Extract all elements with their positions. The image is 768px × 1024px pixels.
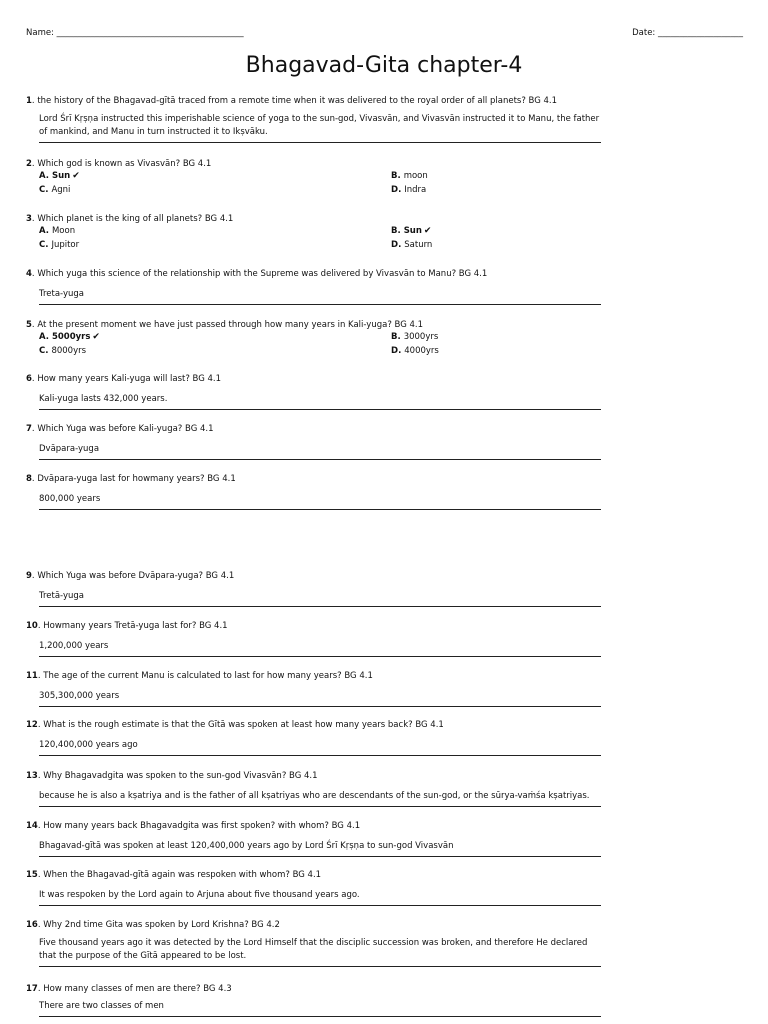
- option-b: B. Sun ✔: [391, 226, 432, 236]
- question-5: [26, 320, 606, 359]
- question-number: 11: [26, 671, 38, 681]
- question-14: [26, 821, 606, 857]
- option-value: Sun: [51, 171, 71, 181]
- question-text: . How many classes of men are there? BG 4.3: [37, 984, 232, 994]
- option-letter: D: [391, 346, 399, 356]
- name-field: Name: ____________________________________________: [26, 28, 244, 38]
- question-number: 9: [26, 571, 32, 581]
- question-1: [26, 96, 606, 143]
- question-number: 4: [26, 269, 32, 279]
- answer-text: Bhagavad-gītā was spoken at least 120,400,000 years ago by Lord Śrī Kṛṣṇa to sun-god Vivasvān: [39, 840, 601, 857]
- answer-text: Tretā-yuga: [39, 590, 601, 607]
- page-title: Bhagavad-Gita chapter-4: [245, 53, 523, 78]
- options-grid: [39, 331, 606, 359]
- answer-text: Five thousand years ago it was detected by the Lord Himself that the disciplic succession was broken, and therefore He declared that the purpose of the Gītā appeared to be lost.: [39, 937, 601, 967]
- answer-text: 120,400,000 years ago: [39, 739, 601, 756]
- option-letter: D: [391, 240, 399, 250]
- option-c: C. Agni: [39, 185, 71, 195]
- question-text: . At the present moment we have just passed through how many years in Kali-yuga? BG 4.1: [31, 320, 424, 330]
- answer-text: 305,300,000 years: [39, 690, 601, 707]
- option-value: Moon: [51, 226, 76, 236]
- question-text: . Which god is known as Vivasvān? BG 4.1: [31, 159, 212, 169]
- question-text: . Why Bhagavadgita was spoken to the sun-god Vivasvān? BG 4.1: [37, 771, 318, 781]
- question-number: 5: [26, 320, 32, 330]
- question-text: . Why 2nd time Gita was spoken by Lord Krishna? BG 4.2: [37, 920, 280, 930]
- question-number: 7: [26, 424, 32, 434]
- question-text: . Howmany years Tretā-yuga last for? BG 4.1: [37, 621, 228, 631]
- question-15: [26, 870, 606, 906]
- question-number: 2: [26, 159, 32, 169]
- question-2: [26, 159, 606, 198]
- question-number: 6: [26, 374, 32, 384]
- option-d: D. Indra: [391, 185, 427, 195]
- option-letter: A: [39, 226, 46, 236]
- question-12: [26, 720, 606, 756]
- question-17: [26, 984, 606, 1017]
- answer-text: 800,000 years: [39, 493, 601, 510]
- option-letter: D: [391, 185, 399, 195]
- question-number: 8: [26, 474, 32, 484]
- option-a: A. 5000yrs ✔: [39, 332, 100, 342]
- question-number: 15: [26, 870, 38, 880]
- option-letter: A: [39, 171, 46, 181]
- question-6: [26, 374, 606, 410]
- options-grid: [39, 225, 606, 253]
- answer-text: Dvāpara-yuga: [39, 443, 601, 460]
- option-value: moon: [403, 171, 428, 181]
- option-b: B. 3000yrs: [391, 332, 439, 342]
- question-number: 16: [26, 920, 38, 930]
- question-text: . Which Yuga was before Dvāpara-yuga? BG 4.1: [31, 571, 235, 581]
- option-value: 4000yrs: [404, 346, 439, 356]
- question-number: 12: [26, 720, 38, 730]
- option-d: D. 4000yrs: [391, 346, 439, 356]
- option-letter: B: [391, 332, 398, 342]
- option-letter: C: [39, 240, 46, 250]
- question-7: [26, 424, 606, 460]
- option-value: Indra: [404, 185, 427, 195]
- option-value: 8000yrs: [51, 346, 87, 356]
- question-11: [26, 671, 606, 707]
- answer-text: Treta-yuga: [39, 288, 601, 305]
- option-letter: A: [39, 332, 46, 342]
- option-letter: C: [39, 185, 46, 195]
- question-number: 3: [26, 214, 32, 224]
- option-d: D. Saturn: [391, 240, 433, 250]
- option-value: 5000yrs: [51, 332, 91, 342]
- option-value: Agni: [51, 185, 71, 195]
- question-text: . the history of the Bhagavad-gītā traced from a remote time when it was delivered to the royal order of all planets? BG 4.1: [31, 96, 558, 106]
- answer-text: 1,200,000 years: [39, 640, 601, 657]
- question-text: . Which yuga this science of the relationship with the Supreme was delivered by Vivasvān to Manu? BG 4.1: [31, 269, 488, 279]
- question-text: . What is the rough estimate is that the Gītā was spoken at least how many years back? BG 4.1: [37, 720, 444, 730]
- option-value: Jupitor: [51, 240, 80, 250]
- question-number: 14: [26, 821, 38, 831]
- option-a: A. Sun ✔: [39, 171, 80, 181]
- option-letter: B: [391, 171, 398, 181]
- question-text: . Which planet is the king of all planets? BG 4.1: [31, 214, 234, 224]
- question-4: [26, 269, 606, 305]
- checkmark-icon: ✔: [423, 226, 432, 236]
- question-13: [26, 771, 606, 807]
- option-b: B. moon: [391, 171, 428, 181]
- date-field: Date: ____________________: [632, 28, 743, 38]
- option-a: A. Moon: [39, 226, 76, 236]
- checkmark-icon: ✔: [92, 332, 100, 342]
- option-value: 3000yrs: [403, 332, 439, 342]
- question-8: [26, 474, 606, 510]
- option-letter: B: [391, 226, 398, 236]
- question-3: [26, 214, 606, 253]
- question-text: . How many years Kali-yuga will last? BG 4.1: [31, 374, 222, 384]
- answer-text: There are two classes of men: [39, 1000, 601, 1017]
- option-value: Saturn: [404, 240, 433, 250]
- answer-text: Lord Śrī Kṛṣṇa instructed this imperishable science of yoga to the sun-god, Vivasvān, and Vivasvān instructed it to Manu, the father of mankind, and Manu in turn instructed it to Ikṣvāku.: [39, 113, 601, 143]
- question-number: 1: [26, 96, 32, 106]
- question-text: . Which Yuga was before Kali-yuga? BG 4.1: [31, 424, 214, 434]
- answer-text: It was respoken by the Lord again to Arjuna about five thousand years ago.: [39, 889, 601, 906]
- question-16: [26, 920, 606, 967]
- question-text: . Dvāpara-yuga last for howmany years? BG 4.1: [31, 474, 236, 484]
- question-number: 10: [26, 621, 38, 631]
- option-letter: C: [39, 346, 46, 356]
- option-c: C. 8000yrs: [39, 346, 87, 356]
- answer-text: Kali-yuga lasts 432,000 years.: [39, 393, 601, 410]
- option-c: C. Jupitor: [39, 240, 80, 250]
- answer-text: because he is also a kṣatriya and is the father of all kṣatriyas who are descendants of the sun-god, or the sūrya-vaṁśa kṣatriyas.: [39, 790, 601, 807]
- question-text: . The age of the current Manu is calculated to last for how many years? BG 4.1: [37, 671, 373, 681]
- question-number: 17: [26, 984, 38, 994]
- options-grid: [39, 170, 606, 198]
- question-text: . When the Bhagavad-gītā again was respoken with whom? BG 4.1: [37, 870, 322, 880]
- header-row: [26, 28, 743, 42]
- checkmark-icon: ✔: [72, 171, 80, 181]
- question-10: [26, 621, 606, 657]
- option-value: Sun: [403, 226, 422, 236]
- question-9: [26, 571, 606, 607]
- question-number: 13: [26, 771, 38, 781]
- question-text: . How many years back Bhagavadgita was first spoken? with whom? BG 4.1: [37, 821, 361, 831]
